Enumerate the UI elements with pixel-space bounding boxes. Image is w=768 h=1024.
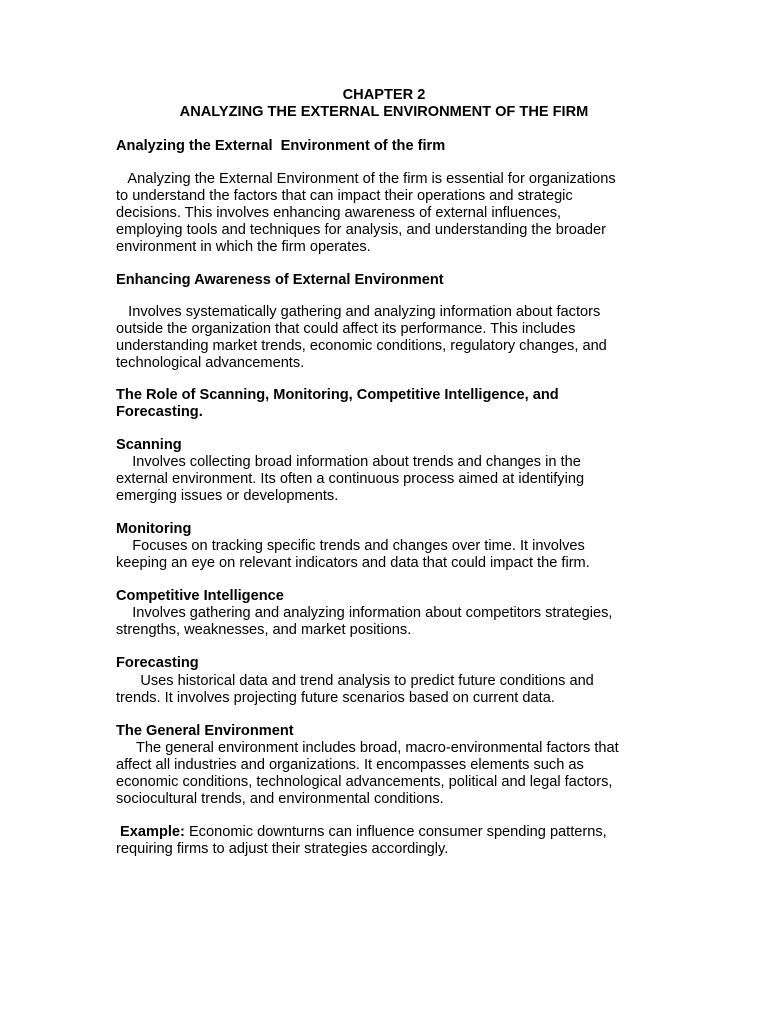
paragraph-line: outside the organization that could affect its performance. This includes (116, 321, 576, 337)
paragraph-line: sociocultural trends, and environmental conditions. (116, 791, 444, 807)
example-line (120, 824, 607, 841)
paragraph-line: understanding market trends, economic conditions, regulatory changes, and (116, 338, 607, 354)
paragraph-line: environment in which the firm operates. (116, 239, 371, 255)
paragraph-line: trends. It involves projecting future scenarios based on current data. (116, 690, 555, 706)
paragraph-line: decisions. This involves enhancing awareness of external influences, (116, 205, 562, 221)
paragraph-line: technological advancements. (116, 355, 305, 371)
example-text: Economic downturns can influence consumer spending patterns, (184, 824, 607, 840)
paragraph-line: keeping an eye on relevant indicators and data that could impact the firm. (116, 555, 590, 571)
paragraph-line: emerging issues or developments. (116, 488, 339, 504)
chapter-label: CHAPTER 2 (342, 87, 426, 103)
section-heading: Monitoring (116, 521, 192, 537)
example-label: Example: (120, 824, 185, 840)
paragraph-line: external environment. Its often a continuous process aimed at identifying (116, 471, 585, 487)
paragraph-line: economic conditions, technological advancements, political and legal factors, (116, 774, 613, 790)
example-line: requiring firms to adjust their strategies accordingly. (116, 841, 449, 857)
section-heading: Enhancing Awareness of External Environment (116, 272, 444, 288)
paragraph-line: Involves collecting broad information about trends and changes in the (116, 454, 581, 470)
paragraph-line: Analyzing the External Environment of the firm is essential for organizations (116, 171, 616, 187)
paragraph-line: to understand the factors that can impact their operations and strategic (116, 188, 573, 204)
paragraph-line: employing tools and techniques for analysis, and understanding the broader (116, 222, 607, 238)
section-heading: Forecasting (116, 655, 199, 671)
paragraph-line: The general environment includes broad, macro-environmental factors that (116, 740, 619, 756)
section-heading: Analyzing the External Environment of the firm (116, 138, 446, 154)
paragraph-line: strengths, weaknesses, and market positions. (116, 622, 412, 638)
paragraph-line: Involves gathering and analyzing information about competitors strategies, (116, 605, 613, 621)
chapter-title: ANALYZING THE EXTERNAL ENVIRONMENT OF THE FIRM (179, 104, 589, 120)
paragraph-line: Focuses on tracking specific trends and changes over time. It involves (116, 538, 585, 554)
section-heading: Competitive Intelligence (116, 588, 284, 604)
paragraph-line: Uses historical data and trend analysis to predict future conditions and (116, 673, 594, 689)
paragraph-line: affect all industries and organizations. It encompasses elements such as (116, 757, 584, 773)
section-heading: Forecasting. (116, 404, 203, 420)
paragraph-line: Involves systematically gathering and analyzing information about factors (116, 304, 601, 320)
section-heading: Scanning (116, 437, 182, 453)
section-heading: The General Environment (116, 723, 294, 739)
section-heading: The Role of Scanning, Monitoring, Competitive Intelligence, and (116, 387, 559, 403)
